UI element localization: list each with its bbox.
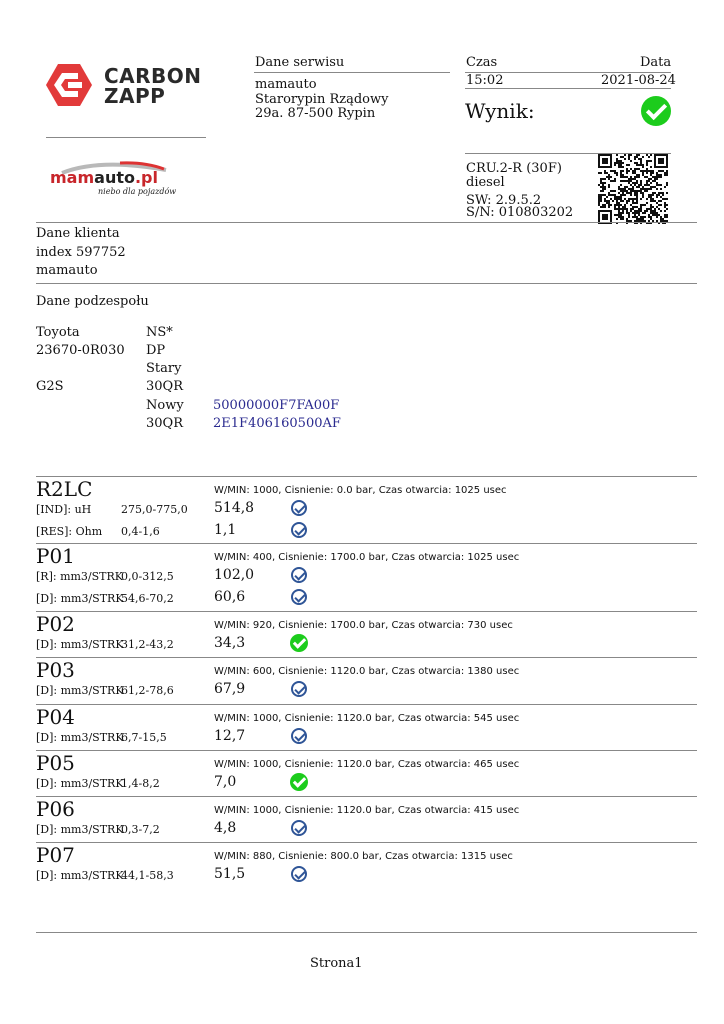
date-label: Data bbox=[640, 55, 672, 70]
component-make: Toyota bbox=[36, 325, 80, 340]
test-separator bbox=[36, 750, 697, 751]
test-name: R2LC bbox=[36, 477, 93, 501]
measure-range: 6,7-15,5 bbox=[121, 731, 167, 744]
test-separator bbox=[36, 657, 697, 658]
component-part-number: 23670-0R030 bbox=[36, 343, 125, 358]
test-conditions: W/MIN: 1000, Cisnienie: 1120.0 bar, Czas otwarcia: 545 usec bbox=[214, 713, 520, 724]
measure-label: [D]: mm3/STRK bbox=[36, 731, 124, 744]
component-old-label: Stary bbox=[146, 361, 182, 376]
component-new-label: Nowy bbox=[146, 398, 184, 413]
measure-value: 51,5 bbox=[214, 866, 246, 882]
service-address-2: 29a. 87-500 Rypin bbox=[255, 106, 376, 121]
device-model: CRU.2-R (30F) bbox=[466, 161, 562, 176]
test-conditions: W/MIN: 1000, Cisnienie: 1120.0 bar, Czas otwarcia: 415 usec bbox=[214, 805, 520, 816]
measure-label: [R]: mm3/STRK bbox=[36, 570, 124, 583]
measure-range: 31,2-43,2 bbox=[121, 638, 174, 651]
logo-line-2: ZAPP bbox=[104, 84, 166, 108]
service-title-rule bbox=[254, 72, 450, 73]
measure-label: [D]: mm3/STRK bbox=[36, 869, 124, 882]
component-code-1: 50000000F7FA00F bbox=[213, 398, 340, 413]
device-sw: SW: 2.9.5.2 bbox=[466, 193, 542, 208]
check-outline-icon bbox=[291, 500, 307, 516]
check-outline-icon bbox=[291, 567, 307, 583]
component-code: G2S bbox=[36, 379, 64, 394]
service-title: Dane serwisu bbox=[255, 55, 345, 70]
test-separator bbox=[36, 543, 697, 544]
measure-label: [D]: mm3/STRK bbox=[36, 638, 124, 651]
test-name: P06 bbox=[36, 797, 75, 821]
check-outline-icon bbox=[291, 866, 307, 882]
time-label: Czas bbox=[466, 55, 498, 70]
component-title: Dane podzespołu bbox=[36, 294, 149, 309]
test-conditions: W/MIN: 880, Cisnienie: 800.0 bar, Czas otwarcia: 1315 usec bbox=[214, 851, 513, 862]
test-separator bbox=[36, 704, 697, 705]
date-value: 2021-08-24 bbox=[601, 73, 676, 88]
measure-label: [D]: mm3/STRK bbox=[36, 592, 124, 605]
component-type: NS* bbox=[146, 325, 173, 340]
check-outline-icon bbox=[291, 522, 307, 538]
mamauto-wordmark: mamauto.pl bbox=[50, 168, 158, 187]
test-separator bbox=[36, 796, 697, 797]
footer-rule bbox=[36, 932, 697, 933]
measure-range: 0,0-312,5 bbox=[121, 570, 174, 583]
test-conditions: W/MIN: 400, Cisnienie: 1700.0 bar, Czas otwarcia: 1025 usec bbox=[214, 552, 520, 563]
check-green-icon bbox=[290, 634, 308, 652]
page-number: Strona1 bbox=[310, 956, 363, 971]
measure-value: 4,8 bbox=[214, 820, 237, 836]
time-value: 15:02 bbox=[466, 73, 504, 88]
component-new-class: 30QR bbox=[146, 416, 183, 431]
measure-range: 0,4-1,6 bbox=[121, 525, 160, 538]
client-title: Dane klienta bbox=[36, 226, 120, 241]
check-outline-icon bbox=[291, 681, 307, 697]
result-ok-icon bbox=[641, 96, 671, 126]
test-name: P05 bbox=[36, 751, 75, 775]
test-name: P01 bbox=[36, 544, 75, 568]
mamauto-logo bbox=[48, 160, 178, 200]
measure-label: [D]: mm3/STRK bbox=[36, 777, 124, 790]
service-name: mamauto bbox=[255, 77, 317, 92]
measure-label: [RES]: Ohm bbox=[36, 525, 103, 538]
component-code-2: 2E1F406160500AF bbox=[213, 416, 341, 431]
measure-range: 1,4-8,2 bbox=[121, 777, 160, 790]
mamauto-tagline: niebo dla pojazdów bbox=[98, 187, 177, 196]
service-address-1: Starorypin Rządowy bbox=[255, 92, 389, 107]
check-green-icon bbox=[290, 773, 308, 791]
measure-label: [IND]: uH bbox=[36, 503, 92, 516]
test-separator bbox=[36, 476, 697, 477]
measure-range: 275,0-775,0 bbox=[121, 503, 188, 516]
measure-label: [D]: mm3/STRK bbox=[36, 684, 124, 697]
time-date-underline bbox=[465, 88, 671, 89]
test-name: P04 bbox=[36, 705, 75, 729]
carbonzapp-logo bbox=[44, 62, 204, 112]
measure-value: 1,1 bbox=[214, 522, 237, 538]
measure-label: [D]: mm3/STRK bbox=[36, 823, 124, 836]
device-sn: S/N: 010803202 bbox=[466, 205, 574, 220]
test-name: P07 bbox=[36, 843, 75, 867]
client-rule bbox=[36, 283, 697, 284]
check-outline-icon bbox=[291, 820, 307, 836]
test-separator bbox=[36, 611, 697, 612]
measure-value: 67,9 bbox=[214, 681, 246, 697]
logo-underline bbox=[46, 137, 206, 138]
measure-value: 60,6 bbox=[214, 589, 246, 605]
measure-value: 34,3 bbox=[214, 635, 246, 651]
client-index: index 597752 bbox=[36, 245, 126, 260]
qr-code-icon bbox=[598, 154, 668, 224]
check-outline-icon bbox=[291, 728, 307, 744]
test-conditions: W/MIN: 1000, Cisnienie: 1120.0 bar, Czas otwarcia: 465 usec bbox=[214, 759, 520, 770]
measure-value: 102,0 bbox=[214, 567, 255, 583]
test-name: P02 bbox=[36, 612, 75, 636]
test-separator bbox=[36, 842, 697, 843]
measure-range: 61,2-78,6 bbox=[121, 684, 174, 697]
result-label: Wynik: bbox=[465, 99, 535, 123]
device-fuel: diesel bbox=[466, 175, 505, 190]
measure-range: 0,3-7,2 bbox=[121, 823, 160, 836]
measure-range: 44,1-58,3 bbox=[121, 869, 174, 882]
carbonzapp-logo-icon bbox=[44, 62, 94, 108]
test-name: P03 bbox=[36, 658, 75, 682]
test-conditions: W/MIN: 1000, Cisnienie: 0.0 bar, Czas otwarcia: 1025 usec bbox=[214, 485, 507, 496]
measure-range: 54,6-70,2 bbox=[121, 592, 174, 605]
measure-value: 514,8 bbox=[214, 500, 255, 516]
test-conditions: W/MIN: 920, Cisnienie: 1700.0 bar, Czas otwarcia: 730 usec bbox=[214, 620, 513, 631]
component-old-class: 30QR bbox=[146, 379, 183, 394]
measure-value: 7,0 bbox=[214, 774, 237, 790]
logo-line-1: CARBON bbox=[104, 64, 202, 88]
check-outline-icon bbox=[291, 589, 307, 605]
client-name: mamauto bbox=[36, 263, 98, 278]
component-variant: DP bbox=[146, 343, 166, 358]
test-conditions: W/MIN: 600, Cisnienie: 1120.0 bar, Czas otwarcia: 1380 usec bbox=[214, 666, 520, 677]
header-bottom-rule bbox=[36, 222, 697, 223]
measure-value: 12,7 bbox=[214, 728, 246, 744]
